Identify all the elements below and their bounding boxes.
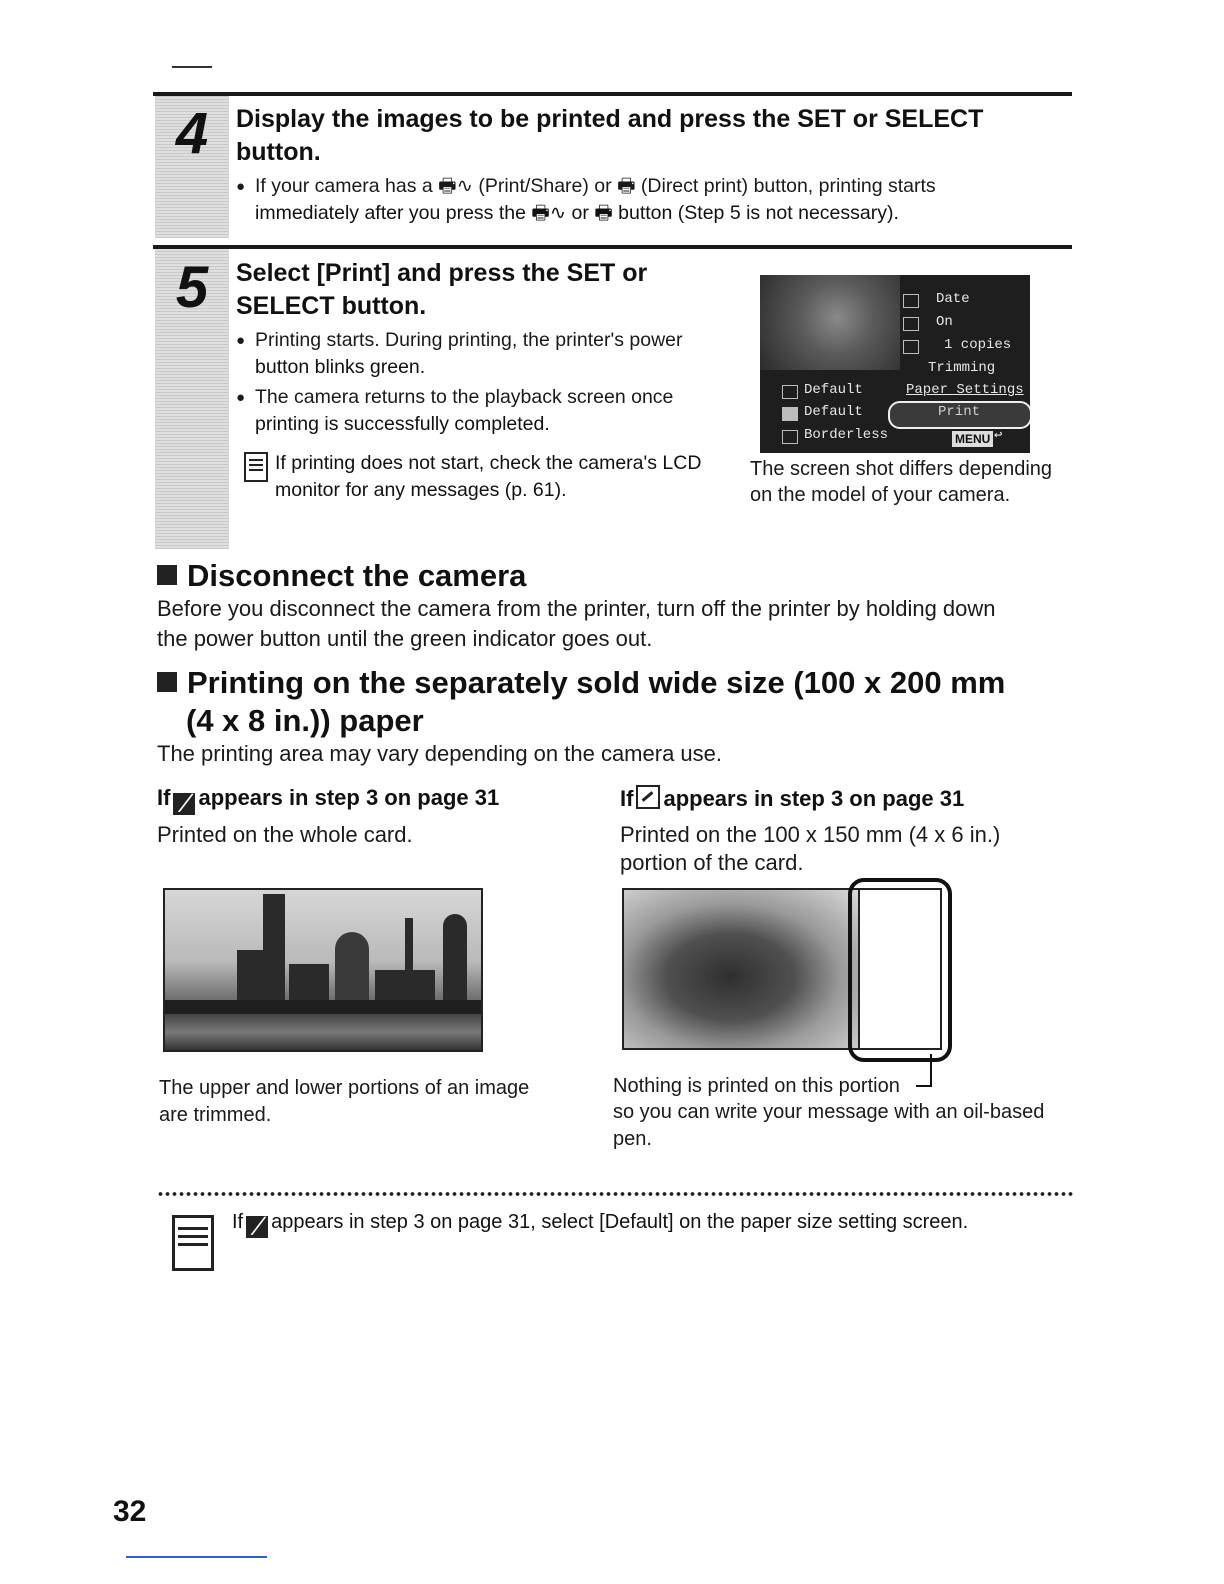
- page-number: 32: [113, 1495, 147, 1528]
- paper-type-icon: [782, 407, 798, 421]
- footer-line: [126, 1556, 267, 1558]
- left-caption-line2: are trimmed.: [159, 1104, 272, 1126]
- direct-print-icon: 🖶: [594, 202, 613, 224]
- left-caption-line1: The upper and lower portions of an image: [159, 1077, 530, 1099]
- lcd-date: Date: [936, 291, 970, 307]
- lcd-print: Print: [938, 404, 981, 420]
- step5-number: 5: [175, 255, 209, 320]
- note-rest: appears in step 3 on page 31, select [Default] on the paper size setting screen.: [271, 1211, 969, 1233]
- city-skyline-image: [163, 888, 483, 1052]
- screenshot-caption-line2: on the model of your camera.: [750, 484, 1011, 506]
- memo-icon: [172, 1215, 214, 1271]
- note-if: If: [232, 1211, 244, 1233]
- step5-bullet2-line2: printing is successfully completed.: [255, 413, 550, 435]
- card-paper-icon: [636, 785, 660, 809]
- step4-text-c: (Direct print) button, printing starts: [640, 175, 936, 197]
- lcd-photo-thumbnail: [760, 275, 900, 370]
- lcd-default1: Default: [804, 382, 863, 398]
- screenshot-caption-line1: The screen shot differs depending: [750, 458, 1053, 480]
- left-head-rest: appears in step 3 on page 31: [198, 785, 500, 810]
- print-share-icon: 🖶∿: [438, 175, 473, 197]
- water: [165, 1014, 481, 1050]
- camera-lcd-screenshot: [760, 275, 1030, 453]
- lcd-on: On: [936, 314, 953, 330]
- disconnect-text-line2: the power button until the green indicator goes out.: [157, 626, 653, 651]
- file-number-icon: [903, 317, 919, 331]
- memo-icon: [244, 452, 268, 482]
- left-subheading: [157, 785, 499, 815]
- step4-text-a: If your camera has a: [255, 175, 433, 197]
- right-caption-line1: Nothing is printed on this portion: [613, 1075, 900, 1097]
- step4-text-f: button (Step 5 is not necessary).: [618, 202, 899, 224]
- wide-heading-text: Printing on the separately sold wide size (100 x 200 mm: [187, 665, 1006, 700]
- disconnect-text-line1: Before you disconnect the camera from the printer, turn off the printer by holding down: [157, 596, 996, 621]
- layout-icon: [782, 430, 798, 444]
- step5-bullet1-line2: button blinks green.: [255, 356, 426, 378]
- step4-top-rule: [153, 92, 1072, 96]
- step4-title-line1: Display the images to be printed and press the SET or SELECT: [236, 105, 984, 133]
- lcd-borderless: Borderless: [804, 427, 889, 443]
- step4-number: 4: [175, 101, 209, 166]
- print-share-icon: 🖶∿: [531, 202, 567, 224]
- step4-text-b: (Print/Share) or: [478, 175, 612, 197]
- leader-line: [916, 1085, 932, 1087]
- paper-size-icon: [782, 385, 798, 399]
- lcd-paper-settings: Paper Settings: [906, 382, 1024, 398]
- right-text-line2: portion of the card.: [620, 850, 804, 875]
- right-head-rest: appears in step 3 on page 31: [663, 786, 965, 811]
- step5-bullet1-line1: ● Printing starts. During printing, the printer's power: [255, 327, 683, 354]
- left-text: Printed on the whole card.: [157, 822, 413, 847]
- disconnect-heading: [157, 557, 526, 595]
- right-subheading: [620, 785, 964, 812]
- right-text-line1: Printed on the 100 x 150 mm (4 x 6 in.): [620, 822, 1001, 847]
- lcd-menu-button: MENU: [952, 431, 993, 447]
- lcd-default2: Default: [804, 404, 863, 420]
- right-caption-line2: so you can write your message with an oil-based: [613, 1101, 1045, 1123]
- square-bullet-icon: [157, 672, 177, 692]
- wide-heading-line1: [157, 664, 1005, 702]
- step4-text-d: immediately after you press the: [255, 202, 526, 224]
- step4-bullet-line2: [255, 200, 899, 227]
- tower: [263, 894, 285, 1014]
- lcd-copies: 1 copies: [944, 337, 1012, 353]
- step5-title-line2: SELECT button.: [236, 292, 427, 320]
- step5-memo-line2: monitor for any messages (p. 61).: [275, 479, 567, 501]
- copies-icon: [903, 340, 919, 354]
- top-tick: [172, 66, 212, 68]
- step5-bullet2-line1: ● The camera returns to the playback screen once: [255, 384, 673, 411]
- default-paper-icon: ╱: [173, 793, 195, 815]
- default-paper-icon: ╱: [246, 1216, 268, 1238]
- wide-intro: The printing area may vary depending on the camera use.: [157, 741, 722, 766]
- step4-bullet-line1: [255, 173, 936, 200]
- right-if: If: [620, 786, 634, 811]
- disconnect-heading-text: Disconnect the camera: [187, 558, 527, 593]
- left-if: If: [157, 785, 171, 810]
- return-arrow-icon: ↩: [994, 428, 1003, 444]
- wide-heading-line2: (4 x 8 in.)) paper: [186, 703, 424, 738]
- dotted-divider: [157, 1190, 1073, 1198]
- direct-print-icon: 🖶: [617, 175, 636, 197]
- step5-title-line1: Select [Print] and press the SET or: [236, 259, 648, 287]
- flower-image: [622, 888, 862, 1050]
- step4-title-line2: button.: [236, 138, 321, 166]
- tower: [165, 1000, 481, 1014]
- step5-top-rule: [153, 245, 1072, 249]
- step4-text-e: or: [571, 202, 589, 224]
- lcd-trimming: Trimming: [928, 360, 996, 376]
- leader-line: [930, 1054, 932, 1086]
- step5-memo-line1: If printing does not start, check the camera's LCD: [275, 452, 702, 474]
- portion-bracket: [848, 878, 952, 1062]
- date-icon: [903, 294, 919, 308]
- square-bullet-icon: [157, 565, 177, 585]
- tower: [443, 914, 467, 1014]
- note-text: [232, 1209, 968, 1238]
- right-caption-line3: pen.: [613, 1128, 652, 1150]
